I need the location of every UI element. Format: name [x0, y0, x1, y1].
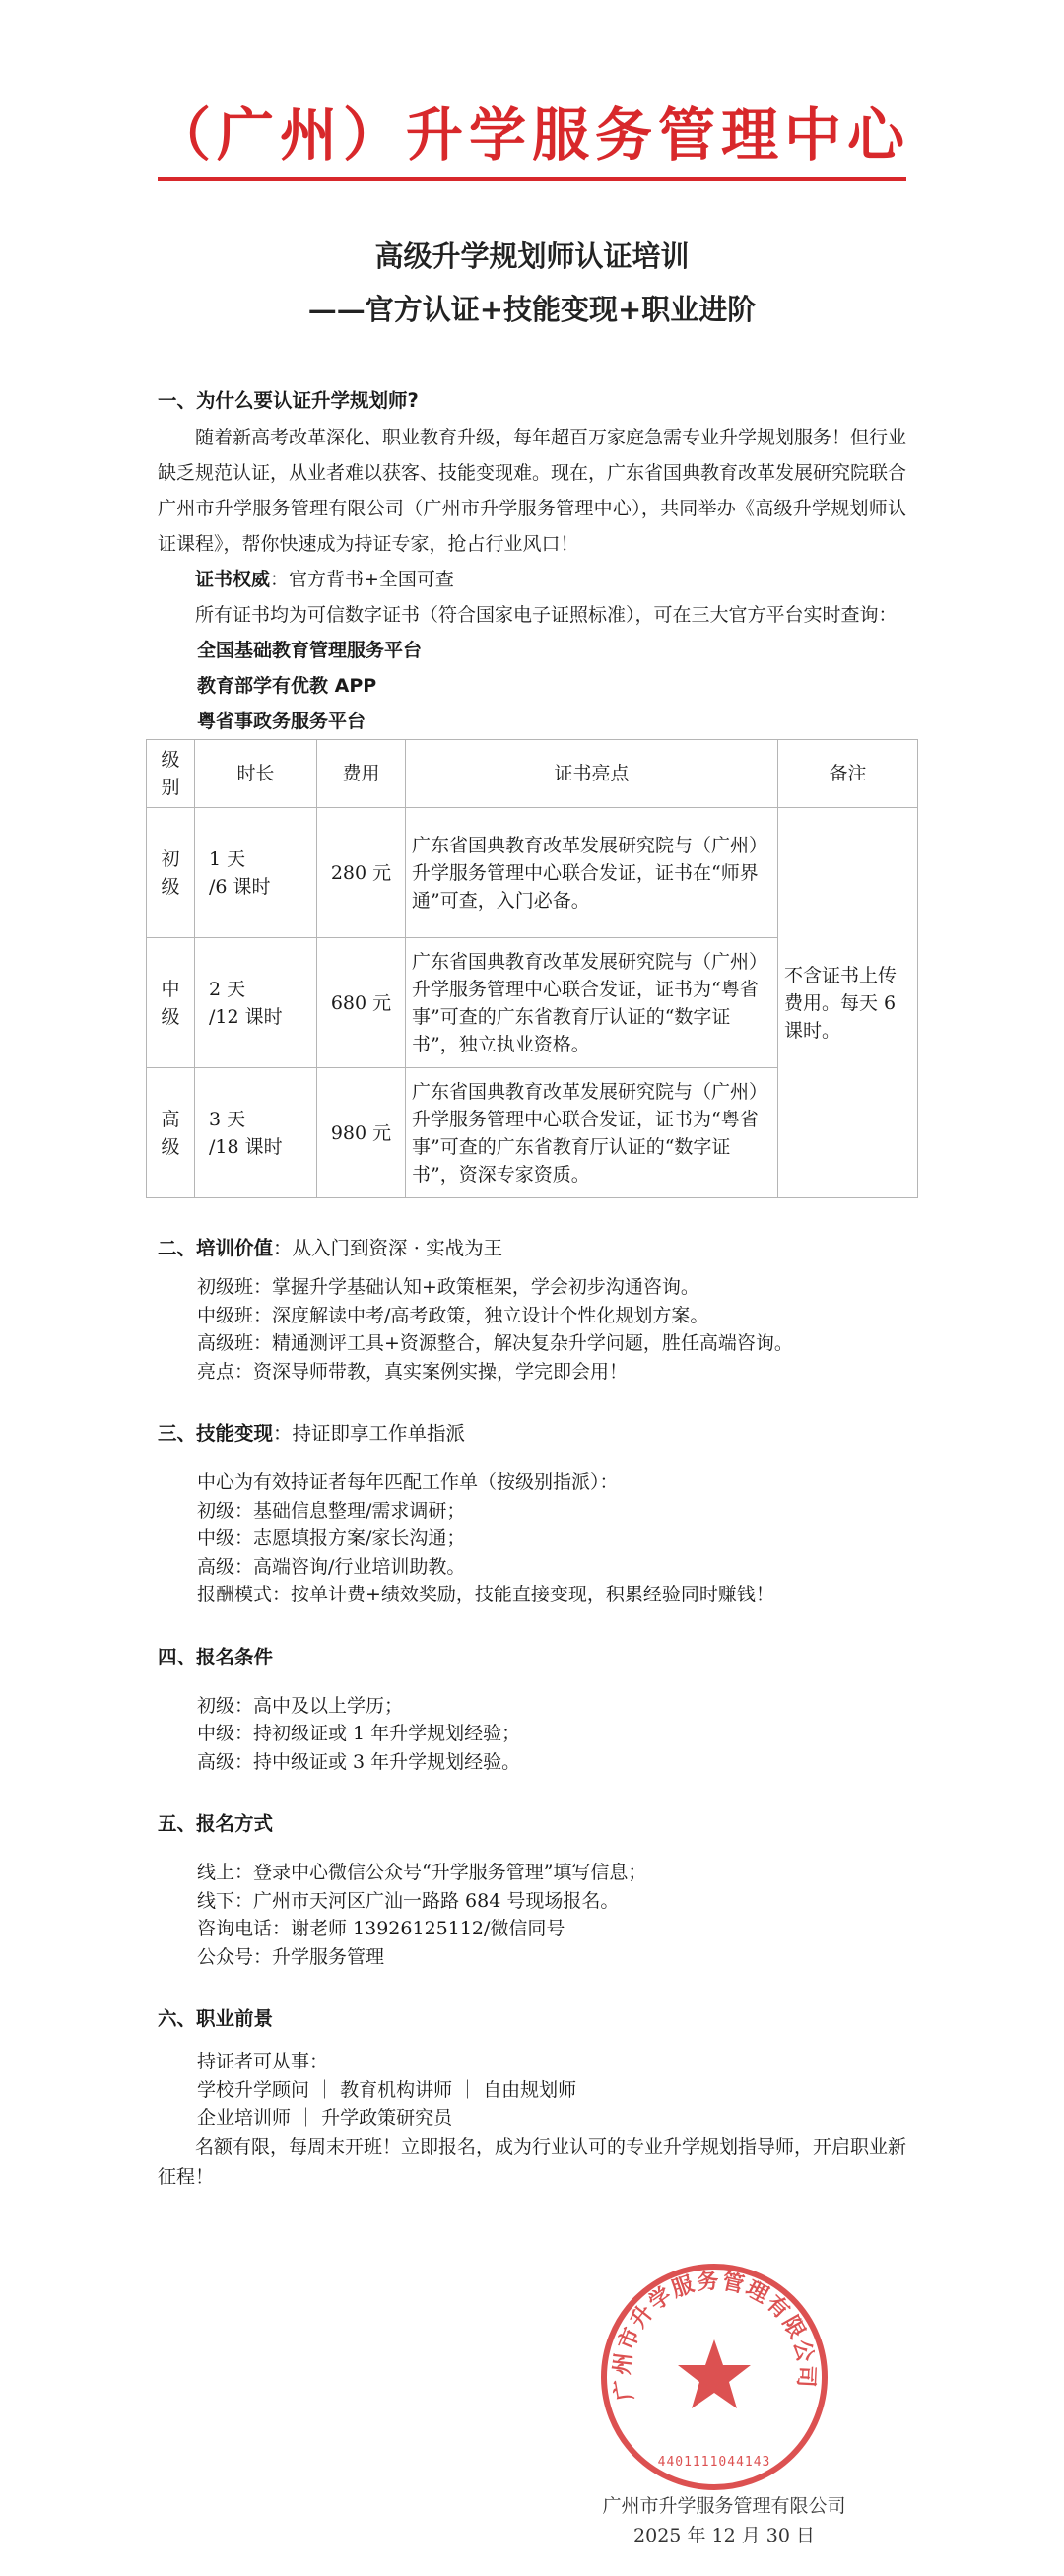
- signature-date: 2025 年 12 月 30 日: [633, 2525, 815, 2546]
- section-heading: [158, 1232, 906, 1265]
- fee-cell: 980 元: [317, 1068, 406, 1198]
- fee-cell: 280 元: [317, 808, 406, 938]
- list-item: 中级班：深度解读中考/高考政策，独立设计个性化规划方案。: [197, 1304, 709, 1326]
- duration-days: 3 天: [209, 1108, 246, 1130]
- section-heading: 一、为什么要认证升学规划师?: [158, 389, 419, 412]
- company-seal: [596, 2259, 832, 2495]
- seal-star-icon: [678, 2339, 751, 2408]
- duration-days: 2 天: [209, 978, 246, 1000]
- fee-cell: 680 元: [317, 938, 406, 1068]
- list-item: 线上：登录中心微信公众号“升学服务管理”填写信息；: [197, 1862, 647, 1883]
- digital-cert-paragraph: 所有证书均为可信数字证书（符合国家电子证照标准），可在三大官方平台实时查询：: [195, 604, 898, 626]
- table-header-cell: 证书亮点: [406, 740, 778, 808]
- list-item: 中级：持初级证或 1 年升学规划经验；: [197, 1723, 521, 1744]
- highlight-cell: 广东省国典教育改革发展研究院与（广州）升学服务管理中心联合发证，证书为“粤省事”可查的广东省教育厅认证的“数字证书”，独立执业资格。: [406, 938, 778, 1068]
- list-item: 高级：持中级证或 3 年升学规划经验。: [197, 1750, 521, 1773]
- duration-hours: /12 课时: [209, 1005, 283, 1028]
- section-title: 三、技能变现: [158, 1422, 274, 1445]
- header-divider: [158, 177, 906, 181]
- table-header-cell: 时长: [195, 740, 317, 808]
- list-item: 持证者可从事：: [197, 2051, 329, 2072]
- list-item: 线下：广州市天河区广汕一路路 684 号现场报名。: [197, 1889, 620, 1912]
- remark-cell: 不含证书上传费用。每天 6 课时。: [778, 808, 918, 1198]
- duration-hours: /6 课时: [209, 875, 271, 898]
- authority-line: [158, 562, 906, 597]
- list-item: 报酬模式：按单计费+绩效奖励，技能直接变现，积累经验同时赚钱！: [197, 1584, 774, 1605]
- authority-text: ：官方背书+全国可查: [270, 569, 454, 590]
- section-heading: [158, 1417, 906, 1451]
- doc-title: 高级升学规划师认证培训: [374, 239, 690, 273]
- list-item: 企业培训师 ｜ 升学政策研究员: [197, 2107, 453, 2129]
- platform-item: 粤省事政务服务平台: [197, 711, 366, 732]
- duration-days: 1 天: [209, 847, 246, 870]
- level-cell: 初级: [147, 808, 195, 938]
- table-row: [147, 808, 918, 938]
- highlight-cell: 广东省国典教育改革发展研究院与（广州）升学服务管理中心联合发证，证书在“师界通”可查，入门必备。: [406, 808, 778, 938]
- closing-paragraph: 名额有限，每周末开班！立即报名，成为行业认可的专业升学规划指导师，开启职业新征程！: [158, 2135, 907, 2188]
- highlight-cell: 广东省国典教育改革发展研究院与（广州）升学服务管理中心联合发证，证书为“粤省事”可查的广东省教育厅认证的“数字证书”，资深专家资质。: [406, 1068, 778, 1198]
- list-item: 初级：高中及以上学历；: [197, 1694, 404, 1717]
- section-heading: 六、职业前景: [158, 2007, 274, 2030]
- document-body: [158, 384, 906, 2192]
- list-item: 中心为有效持证者每年匹配工作单（按级别指派）：: [197, 1471, 619, 1493]
- section-subtitle: ：从入门到资深 · 实战为王: [273, 1237, 503, 1259]
- authority-label: 证书权威: [195, 569, 271, 590]
- section-heading: 四、报名条件: [158, 1645, 274, 1668]
- section-title: 二、培训价值: [158, 1237, 274, 1259]
- section-heading: 五、报名方式: [158, 1812, 274, 1835]
- list-item: 中级：志愿填报方案/家长沟通；: [197, 1527, 466, 1549]
- signature-block: [562, 2491, 887, 2550]
- list-item: 学校升学顾问 ｜ 教育机构讲师 ｜ 自由规划师: [197, 2078, 577, 2101]
- list-item: 初级班：掌握升学基础认知+政策框架，学会初步沟通咨询。: [197, 1276, 699, 1298]
- duration-cell: [195, 808, 317, 938]
- list-item: 亮点：资深导师带教，真实案例实操，学完即会用！: [197, 1360, 629, 1383]
- header-title: （广州）升学服务管理中心: [153, 102, 910, 169]
- signature-company: 广州市升学服务管理有限公司: [602, 2495, 846, 2517]
- table-header-cell: 费用: [317, 740, 406, 808]
- duration-cell: [195, 938, 317, 1068]
- table-header-cell: 级别: [147, 740, 195, 808]
- table-header-cell: 备注: [778, 740, 918, 808]
- list-item: 高级班：精通测评工具+资源整合，解决复杂升学问题，胜任高端咨询。: [197, 1332, 793, 1354]
- seal-company-text: 广州市升学服务管理有限公司: [610, 2269, 819, 2403]
- level-cell: 中级: [147, 938, 195, 1068]
- doc-subtitle: ——官方认证+技能变现+职业进阶: [307, 293, 757, 326]
- level-cell: 高级: [147, 1068, 195, 1198]
- list-item: 初级：基础信息整理/需求调研；: [197, 1499, 466, 1522]
- seal-number: 4401111044143: [657, 2455, 771, 2470]
- list-item: 咨询电话：谢老师 13926125112/微信同号: [197, 1918, 565, 1939]
- certificate-table: [146, 739, 918, 1198]
- duration-hours: /18 课时: [209, 1135, 283, 1158]
- intro-paragraph: 随着新高考改革深化、职业教育升级，每年超百万家庭急需专业升学规划服务！但行业缺乏规范认证，从业者难以获客、技能变现难。现在，广东省国典教育改革发展研究院联合广州市升学服务管理有限公司（广州市升学服务管理中心），共同举办《高级升学规划师认证课程》，帮你快速成为持证专家，抢占行业风口！: [158, 427, 907, 555]
- platform-item: 教育部学有优教 APP: [197, 675, 377, 697]
- table-header-row: [147, 740, 918, 808]
- platform-item: 全国基础教育管理服务平台: [197, 640, 423, 661]
- duration-cell: [195, 1068, 317, 1198]
- list-item: 公众号：升学服务管理: [197, 1945, 385, 1968]
- section-subtitle: ：持证即享工作单指派: [273, 1422, 466, 1445]
- list-item: 高级：高端咨询/行业培训助教。: [197, 1555, 466, 1578]
